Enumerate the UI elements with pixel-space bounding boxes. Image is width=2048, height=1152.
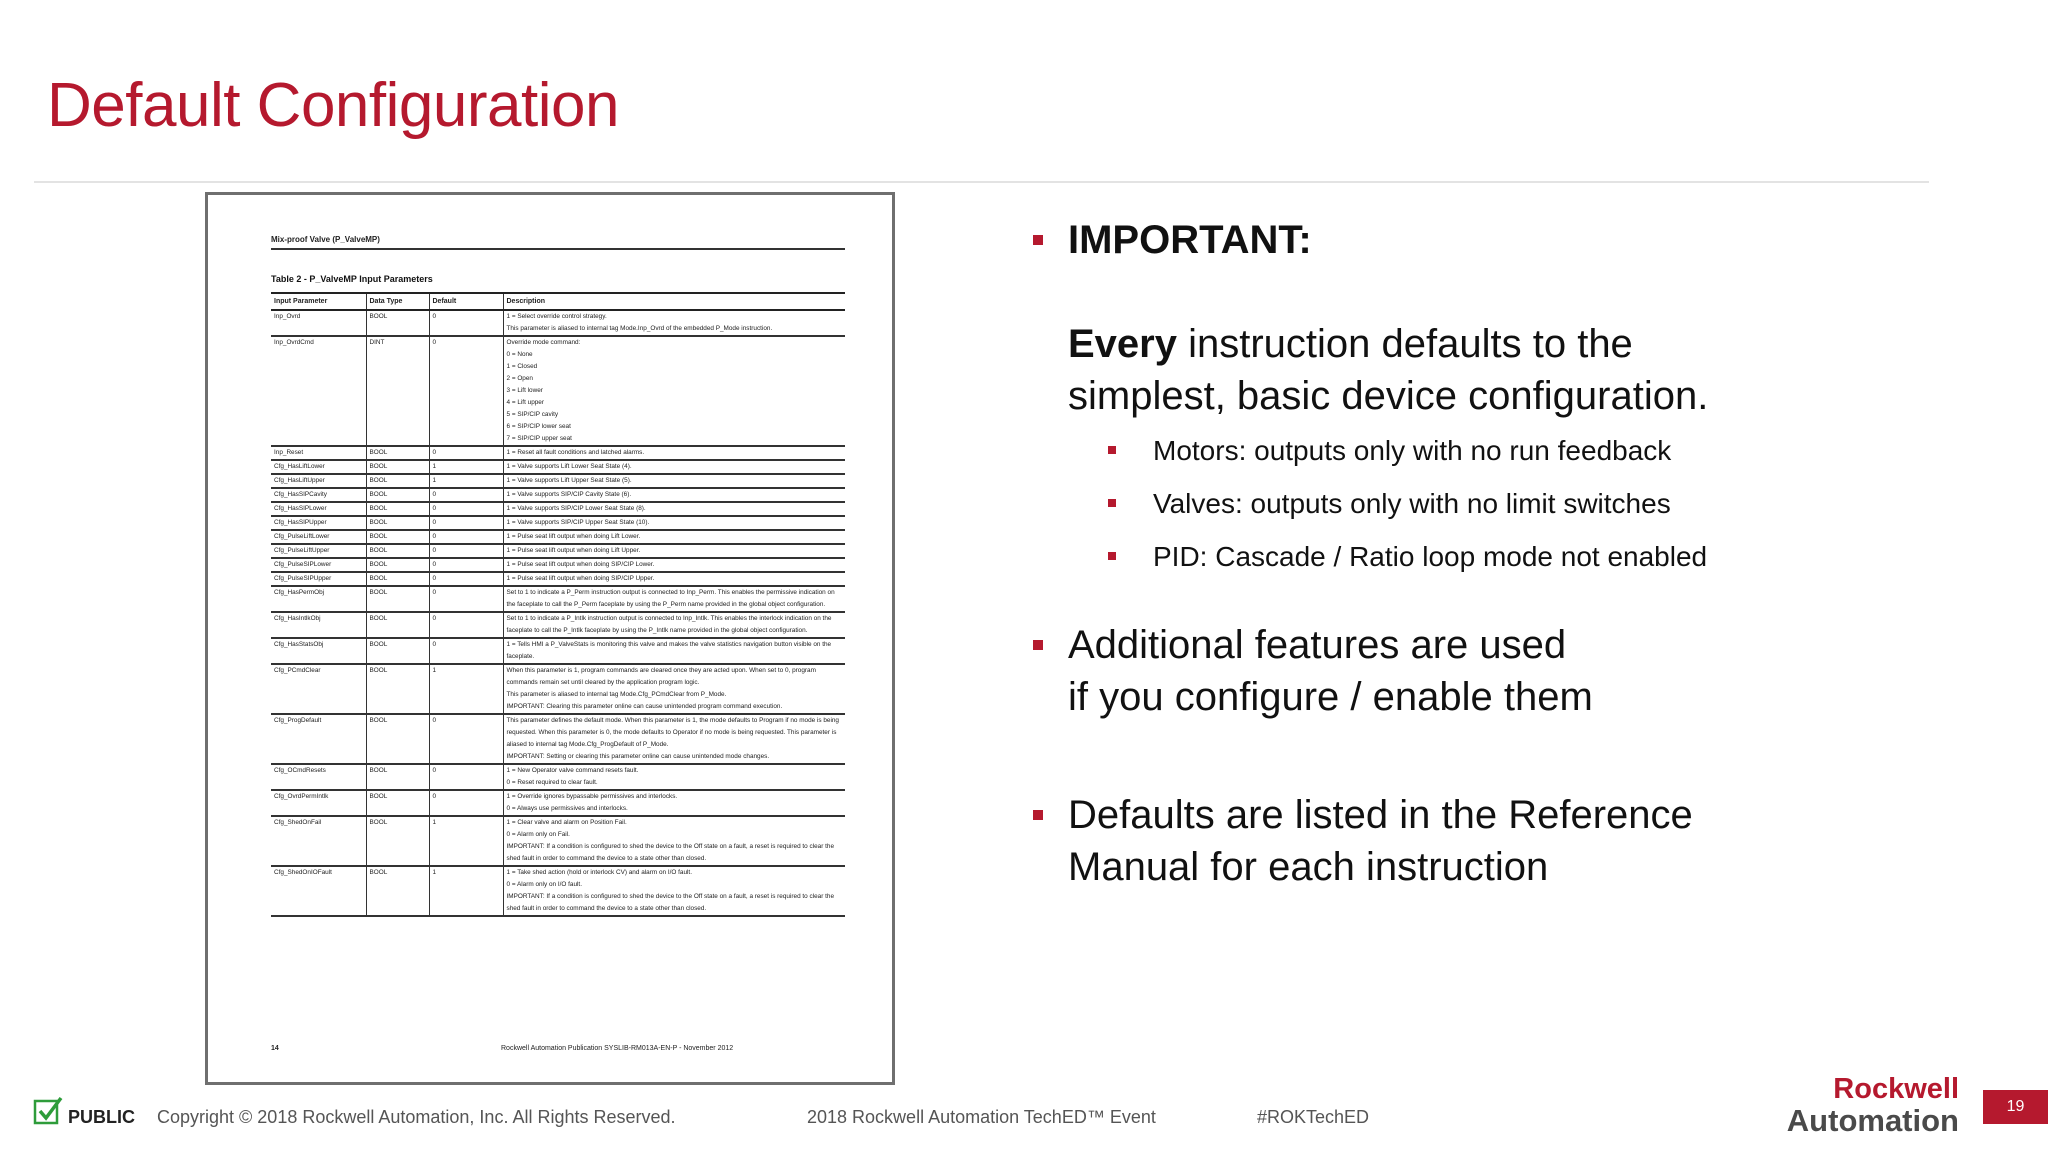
sub-bullet-text: PID: Cascade / Ratio loop mode not enabled bbox=[1153, 541, 1708, 572]
description-cell: When this parameter is 1, program commands are cleared once they are acted upon. When set to 0, program commands remain set until cleared by the application program logic. This parameter is aliased to internal tag Mode.Cfg_PCmdClear from P_Mode. IMPORTANT: Clearing this parameter online can cause unintended program command execution. bbox=[503, 664, 845, 714]
parameter-cell: Cfg_ShedOnFail bbox=[271, 816, 366, 866]
doc-header-rule bbox=[271, 248, 845, 250]
description-cell: 1 = Reset all fault conditions and latched alarms. bbox=[503, 446, 845, 460]
parameter-cell: Cfg_HasIntlkObj bbox=[271, 612, 366, 638]
sub-bullet-marker bbox=[1108, 499, 1116, 507]
parameter-cell: Cfg_PulseLiftUpper bbox=[271, 544, 366, 558]
parameter-cell: Inp_Ovrd bbox=[271, 310, 366, 336]
column-header: Description bbox=[503, 293, 845, 310]
additional-line-1: Additional features are used bbox=[1068, 623, 1567, 667]
default-cell: 0 bbox=[429, 764, 503, 790]
data-type-cell: BOOL bbox=[366, 638, 429, 664]
description-cell: 1 = Valve supports Lift Upper Seat State (5). bbox=[503, 474, 845, 488]
sub-bullet-text: Valves: outputs only with no limit switches bbox=[1153, 488, 1671, 519]
sub-bullet-text: Motors: outputs only with no run feedback bbox=[1153, 435, 1672, 466]
parameter-cell: Cfg_HasLiftUpper bbox=[271, 474, 366, 488]
parameter-cell: Inp_OvrdCmd bbox=[271, 336, 366, 446]
description-cell: 1 = Pulse seat lift output when doing Lift Upper. bbox=[503, 544, 845, 558]
table-row bbox=[271, 790, 845, 816]
default-cell: 0 bbox=[429, 558, 503, 572]
default-cell: 0 bbox=[429, 714, 503, 764]
bullet-defaults bbox=[1031, 789, 2021, 893]
table-row bbox=[271, 460, 845, 474]
table-row bbox=[271, 612, 845, 638]
data-type-cell: BOOL bbox=[366, 488, 429, 502]
parameter-cell: Cfg_ShedOnIOFault bbox=[271, 866, 366, 916]
data-type-cell: BOOL bbox=[366, 764, 429, 790]
description-cell: 1 = Valve supports SIP/CIP Cavity State (6). bbox=[503, 488, 845, 502]
data-type-cell: BOOL bbox=[366, 310, 429, 336]
description-cell: 1 = Clear valve and alarm on Position Fail. 0 = Alarm only on Fail. IMPORTANT: If a condition is configured to shed the device to the Off state on a fault, a reset is required to clear the shed fault in order to command the device to a state other than closed. bbox=[503, 816, 845, 866]
rockwell-automation-logo bbox=[1737, 1074, 1959, 1136]
default-cell: 0 bbox=[429, 446, 503, 460]
column-header: Input Parameter bbox=[271, 293, 366, 310]
description-cell: 1 = Valve supports SIP/CIP Lower Seat State (8). bbox=[503, 502, 845, 516]
default-cell: 0 bbox=[429, 310, 503, 336]
checkbox-check-icon bbox=[33, 1095, 63, 1127]
data-type-cell: BOOL bbox=[366, 474, 429, 488]
table-row bbox=[271, 866, 845, 916]
table-row bbox=[271, 638, 845, 664]
default-cell: 0 bbox=[429, 586, 503, 612]
table-header-row bbox=[271, 293, 845, 310]
description-cell: 1 = Pulse seat lift output when doing SIP/CIP Upper. bbox=[503, 572, 845, 586]
table-row bbox=[271, 558, 845, 572]
sub-bullet-marker bbox=[1108, 552, 1116, 560]
column-header: Default bbox=[429, 293, 503, 310]
input-parameters-table bbox=[271, 292, 845, 917]
parameter-cell: Cfg_HasSIPLower bbox=[271, 502, 366, 516]
logo-line-2: Automation bbox=[1786, 1103, 1959, 1138]
default-cell: 0 bbox=[429, 502, 503, 516]
table-row bbox=[271, 336, 845, 446]
sub-bullet-pid bbox=[1031, 530, 2021, 583]
parameter-cell: Cfg_PulseSIPUpper bbox=[271, 572, 366, 586]
data-type-cell: BOOL bbox=[366, 544, 429, 558]
every-line-1 bbox=[1068, 318, 2021, 370]
description-cell: 1 = Override ignores bypassable permissives and interlocks. 0 = Always use permissives and interlocks. bbox=[503, 790, 845, 816]
default-cell: 1 bbox=[429, 664, 503, 714]
copyright-text: Copyright © 2018 Rockwell Automation, Inc. All Rights Reserved. bbox=[157, 1107, 676, 1127]
bullet-list bbox=[1031, 214, 2021, 893]
defaults-line-2: Manual for each instruction bbox=[1068, 845, 1549, 889]
sub-bullets bbox=[1031, 424, 2021, 583]
table-row bbox=[271, 664, 845, 714]
table-row bbox=[271, 516, 845, 530]
bullet-important bbox=[1031, 214, 2021, 422]
description-cell: 1 = Valve supports SIP/CIP Upper Seat State (10). bbox=[503, 516, 845, 530]
important-label: IMPORTANT: bbox=[1068, 218, 1312, 262]
table-row bbox=[271, 544, 845, 558]
parameter-cell: Cfg_HasPermObj bbox=[271, 586, 366, 612]
bullet-marker bbox=[1033, 235, 1043, 245]
default-cell: 0 bbox=[429, 488, 503, 502]
default-cell: 0 bbox=[429, 336, 503, 446]
defaults-line-1: Defaults are listed in the Reference bbox=[1068, 793, 1693, 837]
public-label: PUBLIC bbox=[68, 1107, 135, 1127]
table-row bbox=[271, 502, 845, 516]
bullet-additional bbox=[1031, 619, 2021, 723]
data-type-cell: BOOL bbox=[366, 612, 429, 638]
description-cell: Set to 1 to indicate a P_Intlk instruction output is connected to Inp_Intlk. This enables the interlock indication on the faceplate to call the P_Intlk faceplate by using the P_Intlk name provided in the global object configuration. bbox=[503, 612, 845, 638]
default-cell: 0 bbox=[429, 790, 503, 816]
sub-bullet-valves bbox=[1031, 477, 2021, 530]
description-cell: 1 = New Operator valve command resets fault. 0 = Reset required to clear fault. bbox=[503, 764, 845, 790]
data-type-cell: BOOL bbox=[366, 558, 429, 572]
default-cell: 1 bbox=[429, 460, 503, 474]
parameter-cell: Inp_Reset bbox=[271, 446, 366, 460]
parameter-cell: Cfg_OvrdPermIntlk bbox=[271, 790, 366, 816]
slide-page-number: 19 bbox=[1983, 1090, 2048, 1124]
hashtag: #ROKTechED bbox=[1257, 1107, 1370, 1127]
event-name: 2018 Rockwell Automation TechED™ Event bbox=[807, 1107, 1156, 1127]
data-type-cell: DINT bbox=[366, 336, 429, 446]
parameter-cell: Cfg_PCmdClear bbox=[271, 664, 366, 714]
data-type-cell: BOOL bbox=[366, 572, 429, 586]
parameter-cell: Cfg_PulseLiftLower bbox=[271, 530, 366, 544]
parameter-cell: Cfg_HasStatsObj bbox=[271, 638, 366, 664]
default-cell: 0 bbox=[429, 544, 503, 558]
table-row bbox=[271, 586, 845, 612]
table-row bbox=[271, 714, 845, 764]
slide-title: Default Configuration bbox=[47, 71, 619, 140]
doc-header: Mix-proof Valve (P_ValveMP) bbox=[271, 235, 380, 244]
data-type-cell: BOOL bbox=[366, 816, 429, 866]
description-cell: 1 = Pulse seat lift output when doing SIP/CIP Lower. bbox=[503, 558, 845, 572]
table-row bbox=[271, 530, 845, 544]
spacer bbox=[1068, 266, 2021, 318]
parameter-cell: Cfg_HasSIPCavity bbox=[271, 488, 366, 502]
sub-bullet-marker bbox=[1108, 446, 1116, 454]
default-cell: 0 bbox=[429, 612, 503, 638]
description-cell: 1 = Tells HMI a P_ValveStats is monitoring this valve and makes the valve statistics navigation button visible on the faceplate. bbox=[503, 638, 845, 664]
title-divider bbox=[34, 181, 1929, 183]
table-row bbox=[271, 764, 845, 790]
table-row bbox=[271, 310, 845, 336]
data-type-cell: BOOL bbox=[366, 586, 429, 612]
parameter-cell: Cfg_OCmdResets bbox=[271, 764, 366, 790]
additional-line-2: if you configure / enable them bbox=[1068, 675, 1593, 719]
slide-footer bbox=[0, 1073, 2048, 1150]
data-type-cell: BOOL bbox=[366, 516, 429, 530]
default-cell: 0 bbox=[429, 530, 503, 544]
every-rest: instruction defaults to the bbox=[1176, 322, 1633, 366]
default-cell: 1 bbox=[429, 866, 503, 916]
data-type-cell: BOOL bbox=[366, 714, 429, 764]
sub-bullet-motors bbox=[1031, 424, 2021, 477]
column-header: Data Type bbox=[366, 293, 429, 310]
every-bold: Every bbox=[1068, 322, 1177, 366]
doc-publication: Rockwell Automation Publication SYSLIB-RM013A-EN-P - November 2012 bbox=[501, 1045, 734, 1052]
parameter-cell: Cfg_ProgDefault bbox=[271, 714, 366, 764]
doc-page-number: 14 bbox=[271, 1045, 279, 1052]
logo-line-1: Rockwell bbox=[1833, 1073, 1959, 1105]
table-row bbox=[271, 446, 845, 460]
table-caption: Table 2 - P_ValveMP Input Parameters bbox=[271, 274, 433, 284]
reference-manual-page bbox=[205, 192, 895, 1085]
every-line-2: simplest, basic device configuration. bbox=[1068, 374, 1709, 418]
data-type-cell: BOOL bbox=[366, 664, 429, 714]
default-cell: 0 bbox=[429, 516, 503, 530]
data-type-cell: BOOL bbox=[366, 502, 429, 516]
data-type-cell: BOOL bbox=[366, 530, 429, 544]
default-cell: 1 bbox=[429, 474, 503, 488]
table-row bbox=[271, 572, 845, 586]
table-row bbox=[271, 816, 845, 866]
parameter-cell: Cfg_HasLiftLower bbox=[271, 460, 366, 474]
default-cell: 0 bbox=[429, 638, 503, 664]
table-row bbox=[271, 488, 845, 502]
parameter-cell: Cfg_HasSIPUpper bbox=[271, 516, 366, 530]
data-type-cell: BOOL bbox=[366, 866, 429, 916]
default-cell: 1 bbox=[429, 816, 503, 866]
table-body bbox=[271, 310, 845, 916]
data-type-cell: BOOL bbox=[366, 790, 429, 816]
description-cell: 1 = Select override control strategy. This parameter is aliased to internal tag Mode.Inp_Ovrd of the embedded P_Mode instruction. bbox=[503, 310, 845, 336]
description-cell: 1 = Valve supports Lift Lower Seat State (4). bbox=[503, 460, 845, 474]
bullet-marker bbox=[1033, 810, 1043, 820]
data-type-cell: BOOL bbox=[366, 460, 429, 474]
description-cell: 1 = Take shed action (hold or interlock CV) and alarm on I/O fault. 0 = Alarm only on I/O fault. IMPORTANT: If a condition is configured to shed the device to the Off state on a fault, a reset is required to clear the shed fault in order to command the device to a state other than closed. bbox=[503, 866, 845, 916]
description-cell: Override mode command: 0 = None 1 = Closed 2 = Open 3 = Lift lower 4 = Lift upper 5 = SIP/CIP cavity 6 = SIP/CIP lower seat 7 = SIP/CIP upper seat bbox=[503, 336, 845, 446]
description-cell: 1 = Pulse seat lift output when doing Lift Lower. bbox=[503, 530, 845, 544]
table-row bbox=[271, 474, 845, 488]
default-cell: 0 bbox=[429, 572, 503, 586]
bullet-marker bbox=[1033, 640, 1043, 650]
description-cell: Set to 1 to indicate a P_Perm instruction output is connected to Inp_Perm. This enables the permissive indication on the faceplate to call the P_Perm faceplate by using the P_Perm name provided in the global object configuration. bbox=[503, 586, 845, 612]
data-type-cell: BOOL bbox=[366, 446, 429, 460]
parameter-cell: Cfg_PulseSIPLower bbox=[271, 558, 366, 572]
description-cell: This parameter defines the default mode. When this parameter is 1, the mode defaults to Program if no mode is being requested. When this parameter is 0, the mode defaults to Operator if no mode is being requested. This parameter is aliased to internal tag Mode.Cfg_ProgDefault of P_Mode. IMPORTANT: Setting or clearing this parameter online can cause unintended mode changes. bbox=[503, 714, 845, 764]
